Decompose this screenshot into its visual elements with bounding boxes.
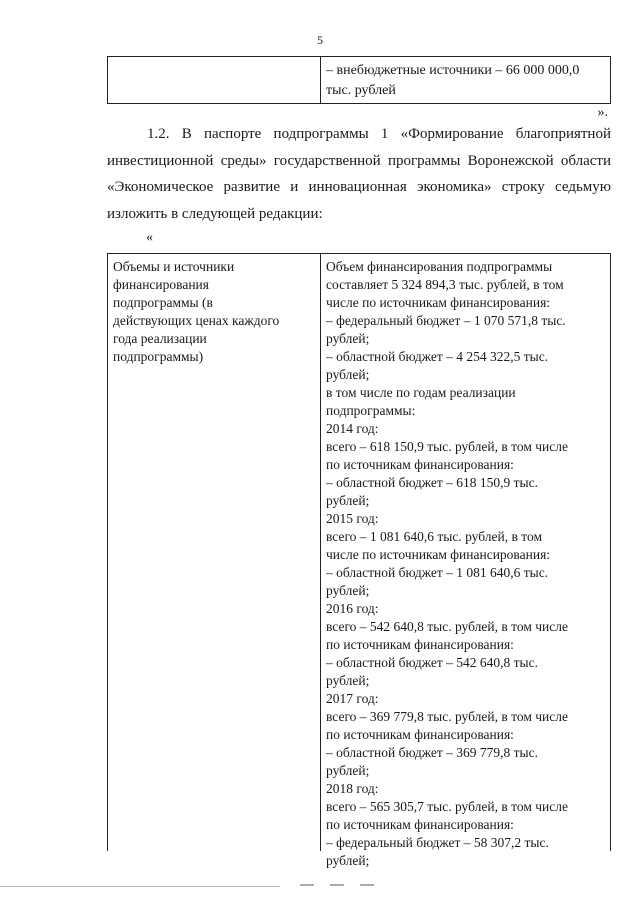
table-line: всего – 618 150,9 тыс. рублей, в том числе (326, 439, 568, 454)
footer-rule (0, 886, 280, 887)
table-line: 2018 год: (326, 781, 379, 796)
table-line: по источникам финансирования: (326, 457, 514, 472)
top-table-line: тыс. рублей (326, 83, 396, 98)
top-table-right-cell (321, 57, 610, 103)
table-line: подпрограммы) (113, 349, 204, 364)
table-line: рублей; (326, 763, 370, 778)
table-line: Объем финансирования подпрограммы (326, 259, 553, 274)
amendment-paragraph (107, 121, 611, 227)
paragraph-line: изложить в следующей редакции: (107, 205, 323, 222)
table-line: 2016 год: (326, 601, 379, 616)
table-line: по источникам финансирования: (326, 727, 514, 742)
table-line: составляет 5 324 894,3 тыс. рублей, в том (326, 277, 564, 292)
table-line: в том числе по годам реализации (326, 385, 516, 400)
table-line: рублей; (326, 583, 370, 598)
table-line: – областной бюджет – 4 254 322,5 тыс. (326, 349, 549, 364)
table-line: действующих ценах каждого (113, 313, 280, 328)
table-line: числе по источникам финансирования: (326, 547, 551, 562)
table-line: рублей; (326, 673, 370, 688)
footer-mark (360, 884, 374, 886)
table-line: рублей; (326, 493, 370, 508)
table-line: рублей; (326, 331, 370, 346)
closing-quote: ». (597, 105, 608, 120)
table-line: – областной бюджет – 1 081 640,6 тыс. (326, 565, 549, 580)
table-line: всего – 1 081 640,6 тыс. рублей, в том (326, 529, 542, 544)
table-line: подпрограммы: (326, 403, 416, 418)
table-line: всего – 369 779,8 тыс. рублей, в том числе (326, 709, 568, 724)
table-line: – федеральный бюджет – 1 070 571,8 тыс. (326, 313, 566, 328)
table-line: 2015 год: (326, 511, 379, 526)
funding-table-label-cell (108, 254, 321, 851)
paragraph-line: «Экономическое развитие и инновационная экономика» строку седьмую (107, 179, 611, 195)
table-line: финансирования (113, 277, 209, 292)
table-line: по источникам финансирования: (326, 817, 514, 832)
table-line: числе по источникам финансирования: (326, 295, 551, 310)
table-line: 2017 год: (326, 691, 379, 706)
table-line: – федеральный бюджет – 58 307,2 тыс. (326, 835, 549, 850)
table-line: всего – 542 640,8 тыс. рублей, в том числе (326, 619, 568, 634)
paragraph-line: 1.2. В паспорте подпрограммы 1 «Формирование благоприятной (147, 126, 611, 142)
table-line: 2014 год: (326, 421, 379, 436)
top-table-fragment (107, 56, 611, 104)
table-line: – областной бюджет – 618 150,9 тыс. (326, 475, 538, 490)
table-line: – областной бюджет – 542 640,8 тыс. (326, 655, 538, 670)
table-line: рублей; (326, 853, 370, 868)
footer-mark (330, 884, 344, 886)
top-table-left-cell (108, 57, 321, 103)
footer-mark (300, 884, 314, 886)
table-line: рублей; (326, 367, 370, 382)
paragraph-line: инвестиционной среды» государственной программы Воронежской области (107, 152, 611, 169)
funding-table-value-cell (321, 254, 610, 868)
table-line: по источникам финансирования: (326, 637, 514, 652)
table-line: – областной бюджет – 369 779,8 тыс. (326, 745, 538, 760)
table-line: всего – 565 305,7 тыс. рублей, в том числе (326, 799, 568, 814)
table-line: подпрограммы (в (113, 295, 213, 310)
funding-table (107, 253, 611, 868)
page-number: 5 (317, 33, 323, 47)
top-table-line: – внебюджетные источники – 66 000 000,0 (326, 63, 580, 78)
table-line: Объемы и источники (113, 259, 235, 274)
table-line: года реализации (113, 331, 207, 346)
opening-quote: « (146, 230, 153, 245)
